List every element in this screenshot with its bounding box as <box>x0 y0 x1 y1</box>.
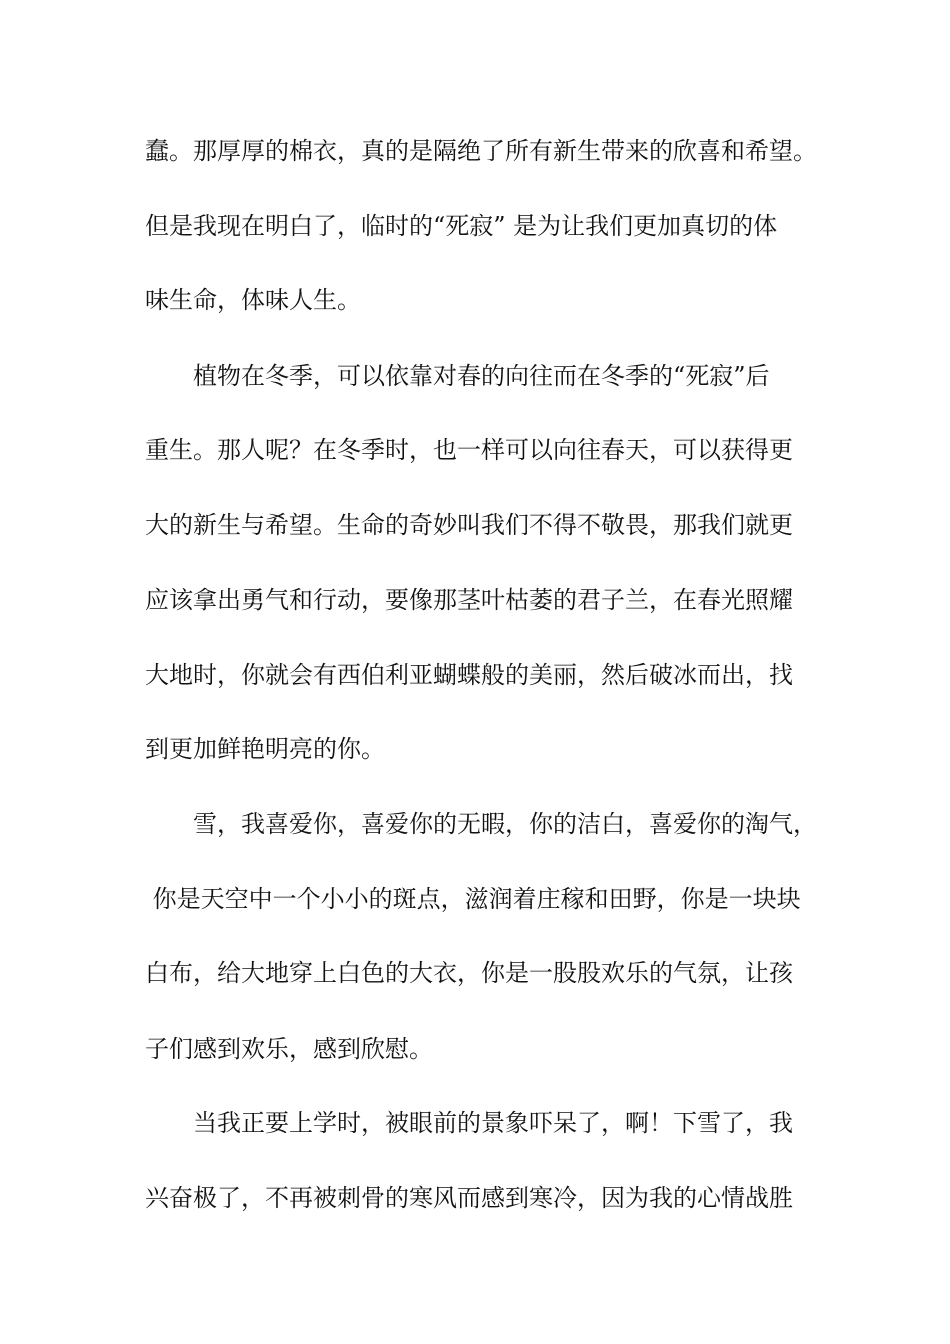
paragraph-start-plants: 植物在冬季，可以依靠对春的向往而在冬季的“死寂”后 <box>193 362 770 390</box>
text-line-15: 兴奋极了，不再被刺骨的寒风而感到寒冷，因为我的心情战胜 <box>145 1184 793 1212</box>
text-line-11: 你是天空中一个小小的斑点，滋润着庄稼和田野，你是一块块 <box>145 885 801 913</box>
text-line-8: 大地时，你就会有西伯利亚蝴蝶般的美丽，然后破冰而出，找 <box>145 661 793 689</box>
text-line-5: 重生。那人呢？在冬季时，也一样可以向往春天，可以获得更 <box>145 436 793 464</box>
paragraph-start-school: 当我正要上学时，被眼前的景象吓呆了，啊！下雪了，我 <box>193 1109 793 1137</box>
text-line-6: 大的新生与希望。生命的奇妙叫我们不得不敬畏，那我们就更 <box>145 511 793 539</box>
text-line-3: 味生命，体味人生。 <box>145 286 361 314</box>
text-line-1: 蠢。那厚厚的棉衣，真的是隔绝了所有新生带来的欣喜和希望。 <box>145 137 817 165</box>
text-line-13: 子们感到欢乐，感到欣慰。 <box>145 1035 433 1063</box>
text-line-2: 但是我现在明白了，临时的“死寂” 是为让我们更加真切的体 <box>145 212 778 240</box>
paragraph-start-snow: 雪，我喜爱你，喜爱你的无暇，你的洁白，喜爱你的淘气， <box>193 810 817 838</box>
text-line-12: 白布，给大地穿上白色的大衣，你是一股股欢乐的气氛，让孩 <box>145 959 793 987</box>
text-line-9: 到更加鲜艳明亮的你。 <box>145 735 385 763</box>
text-line-7: 应该拿出勇气和行动，要像那茎叶枯萎的君子兰，在春光照耀 <box>145 586 793 614</box>
